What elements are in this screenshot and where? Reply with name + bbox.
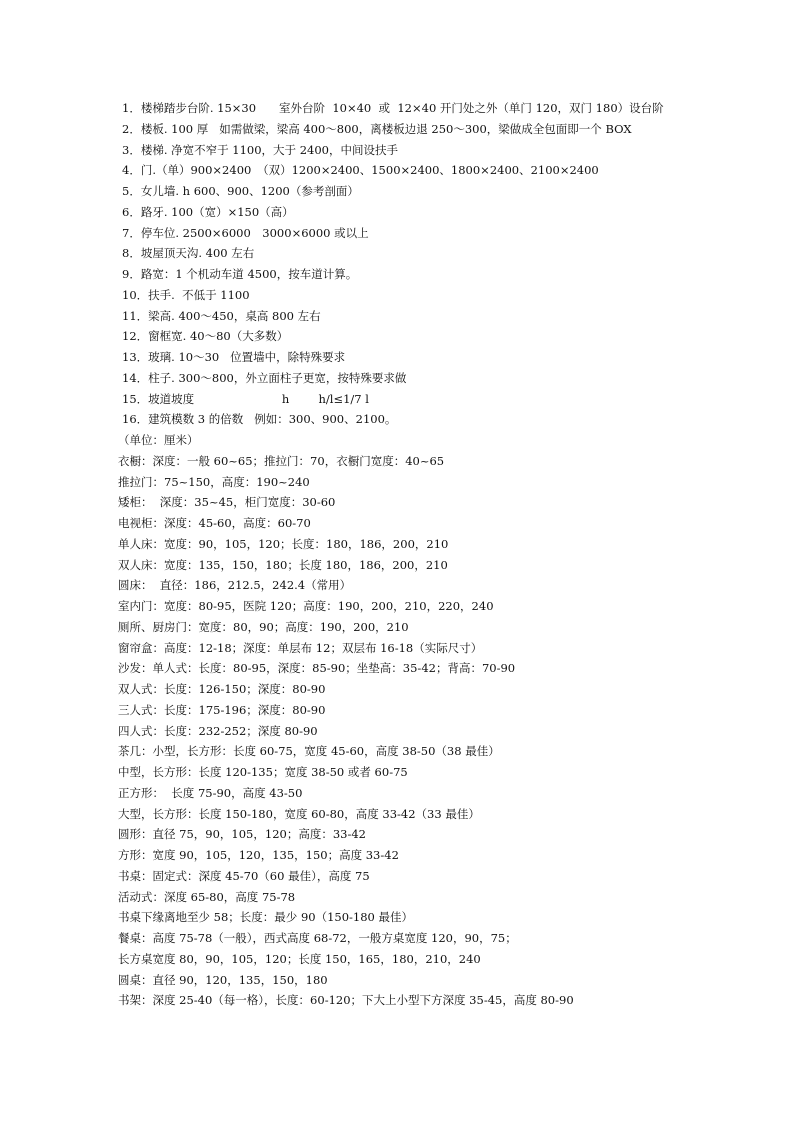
furniture-line-tea-table-medium: 中型，长方形：长度 120-135；宽度 38-50 或者 60-75 bbox=[118, 765, 408, 779]
furniture-line-round-table: 圆桌：直径 90，120，135，150，180 bbox=[118, 972, 328, 987]
furniture-line-wardrobe: 衣橱：深度：一般 60~65；推拉门：70，衣橱门宽度：40~65 bbox=[118, 453, 445, 468]
numbered-item-2: 2．楼板. 100 厚 如需做梁，梁高 400～800，离楼板边退 250～300，梁做成全包面即一个 BOX bbox=[122, 121, 632, 136]
furniture-line-sliding-door: 推拉门：75~150，高度：190~240 bbox=[118, 474, 310, 489]
furniture-line-tea-table-round: 圆形：直径 75，90，105，120；高度：33-42 bbox=[118, 827, 366, 842]
furniture-line-sofa-triple: 三人式：长度：175-196；深度：80-90 bbox=[118, 702, 326, 717]
furniture-line-dining-table: 餐桌：高度 75-78（一般），西式高度 68-72，一般方桌宽度 120，90，75； bbox=[118, 931, 517, 945]
furniture-line-double-bed: 双人床：宽度：135，150，180；长度 180，186，200，210 bbox=[118, 557, 448, 572]
furniture-line-tea-table-square-size: 方形：宽度 90，105，120，135，150；高度 33-42 bbox=[118, 848, 399, 862]
unit-note: （单位：厘米） bbox=[118, 433, 199, 447]
furniture-line-single-bed: 单人床：宽度：90，105，120；长度：180，186，200，210 bbox=[118, 536, 449, 551]
numbered-item-13: 13．玻璃. 10～30 位置墙中，除特殊要求 bbox=[122, 350, 346, 364]
numbered-item-14: 14．柱子. 300～800，外立面柱子更宽，按特殊要求做 bbox=[122, 370, 407, 385]
numbered-item-4: 4．门.（单）900×2400 （双）1200×2400、1500×2400、1800×2400、2100×2400 bbox=[122, 163, 599, 178]
numbered-item-5: 5．女儿墙. h 600、900、1200（参考剖面） bbox=[122, 184, 359, 198]
numbered-item-11: 11．梁高. 400～450，桌高 800 左右 bbox=[122, 308, 321, 323]
furniture-line-curtain-box: 窗帘盒：高度：12-18；深度：单层布 12；双层布 16-18（实际尺寸） bbox=[118, 640, 483, 655]
furniture-line-sofa-quad: 四人式：长度：232-252；深度 80-90 bbox=[118, 723, 318, 738]
numbered-item-12: 12．窗框宽. 40～80（大多数） bbox=[122, 329, 289, 344]
furniture-line-tea-table-large: 大型，长方形：长度 150-180，宽度 60-80，高度 33-42（33 最佳） bbox=[118, 806, 480, 821]
numbered-item-7: 7．停车位. 2500×6000 3000×6000 或以上 bbox=[122, 225, 369, 240]
furniture-line-desk-movable: 活动式：深度 65-80，高度 75-78 bbox=[118, 889, 296, 904]
furniture-line-low-cabinet: 矮柜： 深度：35~45，柜门宽度：30-60 bbox=[118, 495, 336, 510]
numbered-item-1: 1．楼梯踏步台阶. 15×30 室外台阶 10×40 或 12×40 开门处之外（单门 120，双门 180）设台阶 bbox=[122, 101, 664, 115]
furniture-line-sofa-double: 双人式：长度：126-150；深度：80-90 bbox=[118, 682, 326, 696]
furniture-line-bathroom-door: 厕所、厨房门：宽度：80，90；高度：190，200，210 bbox=[118, 619, 409, 634]
furniture-line-sofa-single: 沙发：单人式：长度：80-95，深度：85-90；坐垫高：35-42；背高：70-90 bbox=[118, 661, 516, 676]
numbered-item-16: 16．建筑模数 3 的倍数 例如：300、900、2100。 bbox=[122, 412, 397, 427]
furniture-line-tv-cabinet: 电视柜：深度：45-60，高度：60-70 bbox=[118, 516, 311, 530]
numbered-item-3: 3．楼梯. 净宽不窄于 1100，大于 2400，中间设扶手 bbox=[122, 142, 398, 157]
furniture-line-tea-table-small: 茶几：小型，长方形：长度 60-75，宽度 45-60，高度 38-50（38 最佳） bbox=[118, 744, 500, 759]
document-body bbox=[118, 98, 778, 1011]
numbered-item-10: 10．扶手. 不低于 1100 bbox=[122, 287, 250, 302]
furniture-line-rect-table: 长方桌宽度 80，90，105，120；长度 150，165，180，210，240 bbox=[118, 951, 481, 966]
furniture-line-bookshelf: 书架：深度 25-40（每一格），长度：60-120；下大上小型下方深度 35-45，高度 80-90 bbox=[118, 993, 574, 1008]
numbered-item-15: 15．坡道坡度 h h/l≤1/7 l bbox=[122, 391, 369, 406]
numbered-item-6: 6．路牙. 100（宽）×150（高） bbox=[122, 204, 294, 219]
furniture-line-desk-fixed: 书桌：固定式：深度 45-70（60 最佳），高度 75 bbox=[118, 868, 370, 883]
furniture-line-round-bed: 圆床： 直径：186，212.5，242.4（常用） bbox=[118, 578, 352, 593]
numbered-item-8: 8．坡屋顶天沟. 400 左右 bbox=[122, 246, 255, 261]
furniture-line-tea-table-square: 正方形： 长度 75-90，高度 43-50 bbox=[118, 785, 303, 800]
numbered-item-9: 9．路宽：1 个机动车道 4500，按车道计算。 bbox=[122, 267, 358, 281]
furniture-line-desk-clearance: 书桌下缘离地至少 58；长度：最少 90（150-180 最佳） bbox=[118, 910, 414, 925]
furniture-line-interior-door: 室内门：宽度：80-95，医院 120；高度：190，200，210，220，240 bbox=[118, 599, 494, 613]
